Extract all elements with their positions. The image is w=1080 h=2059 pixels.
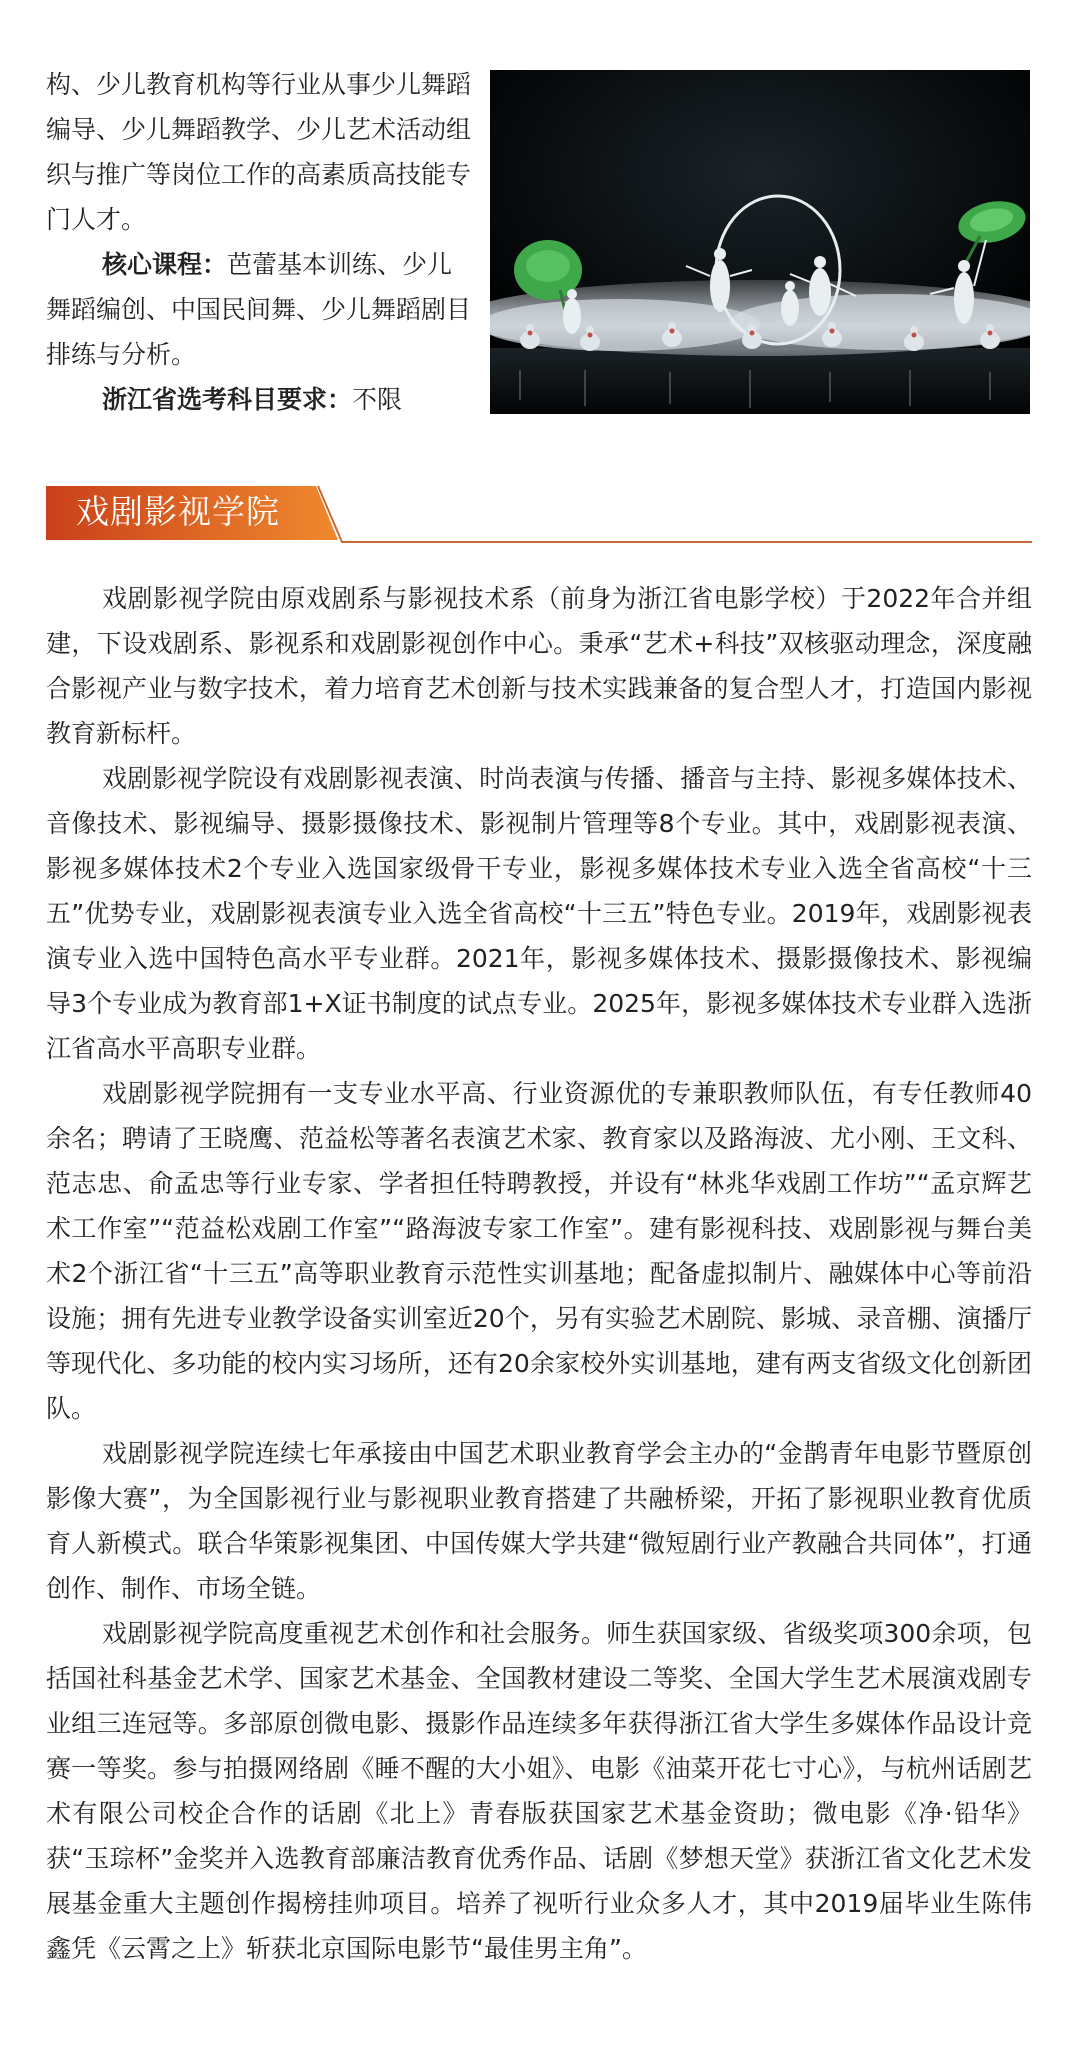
section-title: 戏剧影视学院 [76,492,280,531]
exam-requirement [46,377,476,422]
core-courses-label: 核心课程： [102,250,228,279]
paragraph-intro: 戏剧影视学院由原戏剧系与影视技术系（前身为浙江省电影学校）于2022年合并组建，下设戏剧系、影视系和戏剧影视创作中心。秉承“艺术+科技”双核驱动理念，深度融合影视产业与数字技术，着力培育艺术创新与技术实践兼备的复合型人才，打造国内影视教育新标杆。 [46,584,1032,748]
section-header [46,484,1032,544]
paragraph-achievements: 戏剧影视学院高度重视艺术创作和社会服务。师生获国家级、省级奖项300余项，包括国社科基金艺术学、国家艺术基金、全国教材建设二等奖、全国大学生艺术展演戏剧专业组三连冠等。多部原创微电影、摄影作品连续多年获得浙江省大学生多媒体作品设计竞赛一等奖。参与拍摄网络剧《睡不醒的大小姐》、电影《油菜开花七寸心》，与杭州话剧艺术有限公司校企合作的话剧《北上》青春版获国家艺术基金资助；微电影《净·铅华》获“玉琮杯”金奖并入选教育部廉洁教育优秀作品、话剧《梦想天堂》获浙江省文化艺术发展基金重大主题创作揭榜挂帅项目。培养了视听行业众多人才，其中2019届毕业生陈伟鑫凭《云霄之上》斩获北京国际电影节“最佳男主角”。 [46,1619,1032,1963]
paragraph-festival: 戏剧影视学院连续七年承接由中国艺术职业教育学会主办的“金鹊青年电影节暨原创影像大赛”，为全国影视行业与影视职业教育搭建了共融桥梁，开拓了影视职业教育优质育人新模式。联合华策影视集团、中国传媒大学共建“微短剧行业产教融合共同体”，打通创作、制作、市场全链。 [46,1439,1032,1603]
core-courses [46,242,476,377]
paragraph-majors: 戏剧影视学院设有戏剧影视表演、时尚表演与传播、播音与主持、影视多媒体技术、音像技术、影视编导、摄影摄像技术、影视制片管理等8个专业。其中，戏剧影视表演、影视多媒体技术2个专业入选国家级骨干专业，影视多媒体技术专业入选全省高校“十三五”优势专业，戏剧影视表演专业入选全省高校“十三五”特色专业。2019年，戏剧影视表演专业入选中国特色高水平专业群。2021年，影视多媒体技术、摄影摄像技术、影视编导3个专业成为教育部1+X证书制度的试点专业。2025年，影视多媒体技术专业群入选浙江省高水平高职专业群。 [46,764,1032,1063]
exam-requirement-label: 浙江省选考科目要求： [102,385,353,414]
stage-scene-illustration [490,70,1030,414]
exam-requirement-value: 不限 [352,385,403,414]
core-courses-text: 芭蕾基本训练、少儿舞蹈编创、中国民间舞、少儿舞蹈剧目排练与分析。 [46,250,472,369]
stage-performance-photo [490,70,1030,414]
paragraph-faculty: 戏剧影视学院拥有一支专业水平高、行业资源优的专兼职教师队伍，有专任教师40余名；聘请了王晓鹰、范益松等著名表演艺术家、教育家以及路海波、尤小刚、王文科、范志忠、俞孟忠等行业专家、学者担任特聘教授，并设有“林兆华戏剧工作坊”“孟京辉艺术工作室”“范益松戏剧工作室”“路海波专家工作室”。建有影视科技、戏剧影视与舞台美术2个浙江省“十三五”高等职业教育示范性实训基地；配备虚拟制片、融媒体中心等前沿设施；拥有先进专业教学设备实训室近20个，另有实验艺术剧院、影城、录音棚、演播厅等现代化、多功能的校内实习场所，还有20余家校外实训基地，建有两支省级文化创新团队。 [46,1079,1032,1423]
program-intro: 构、少儿教育机构等行业从事少儿舞蹈编导、少儿舞蹈教学、少儿艺术活动组织与推广等岗位工作的高素质高技能专门人才。 [46,70,472,234]
program-description [46,62,476,422]
section-body [46,576,1032,1971]
